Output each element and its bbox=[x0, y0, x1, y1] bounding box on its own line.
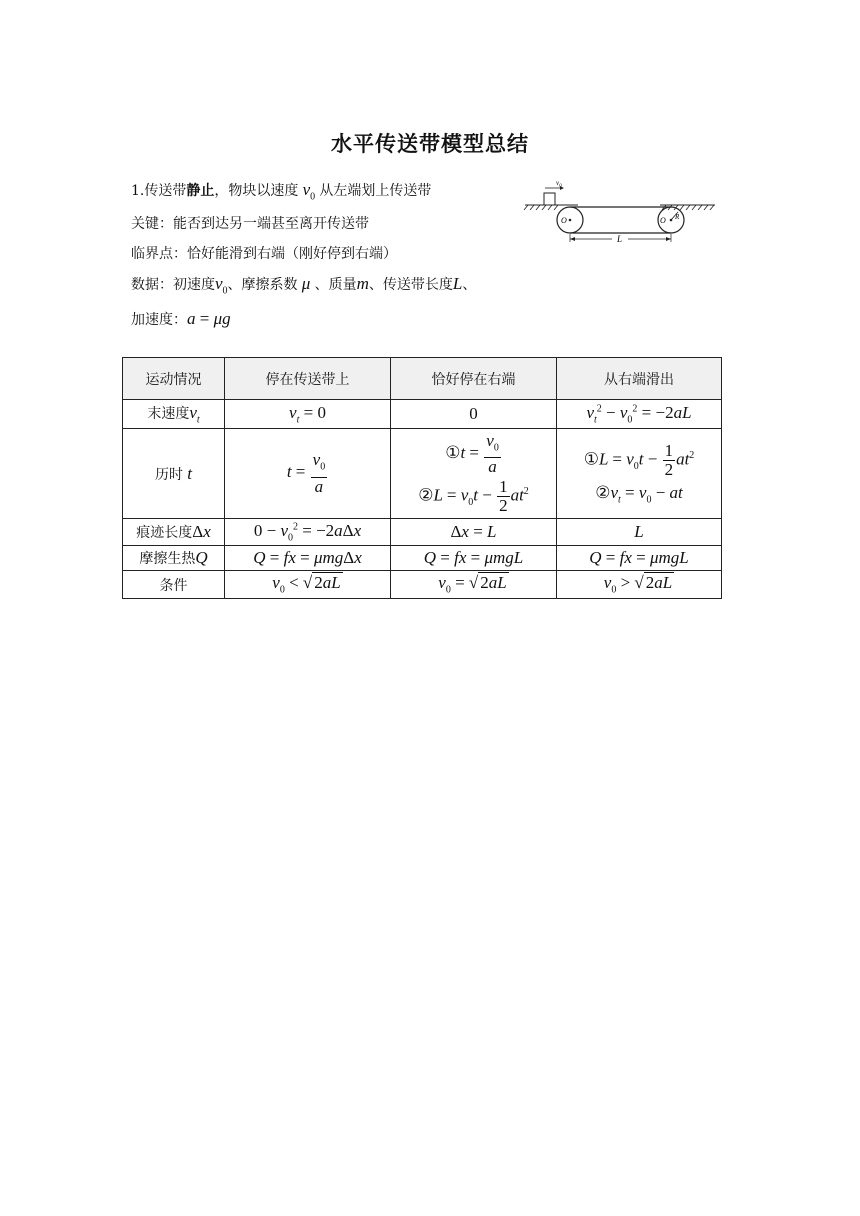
table-header-row bbox=[123, 358, 722, 400]
header-cell: 从右端滑出 bbox=[557, 358, 722, 400]
intro-line-2: 关键：能否到达另一端甚至离开传送带 bbox=[131, 216, 369, 232]
table-row bbox=[123, 571, 722, 599]
row-label: 条件 bbox=[123, 571, 225, 599]
intro-line-4: 数据：初速度$v_0$、摩擦系数 μ 、质量m、传送带长度L、 bbox=[131, 274, 477, 297]
header-cell: 恰好停在右端 bbox=[391, 358, 557, 400]
conveyor-figure bbox=[520, 176, 720, 246]
row-label: 痕迹长度Δx bbox=[123, 519, 225, 546]
left-wheel-label: O bbox=[561, 216, 567, 225]
right-wheel-label: O bbox=[660, 216, 666, 225]
cell: Q = fx = μmgL bbox=[391, 546, 557, 571]
intro-line-5: 加速度：a = μg bbox=[131, 309, 231, 328]
cell: $v_t^2 - v_0^2 = -2aL$ bbox=[557, 400, 722, 429]
row-label: 历时 t bbox=[123, 429, 225, 519]
cell: ①L = $v_0t$ − $\frac{1}{2}$ $at^2$ $②v_t = v_0$ − at bbox=[557, 429, 722, 519]
table-row bbox=[123, 400, 722, 429]
cell: $v_t = 0$ bbox=[225, 400, 391, 429]
length-label: L bbox=[617, 234, 623, 244]
cell: L bbox=[557, 519, 722, 546]
header-cell: 运动情况 bbox=[123, 358, 225, 400]
intro-line-3: 临界点：恰好能滑到右端（刚好停到右端） bbox=[131, 246, 397, 262]
cell: ①t = $\frac{v_0}{a}$ ②L = $v_0t$ − $\frac{1}{2}$ $at^2$ bbox=[391, 429, 557, 519]
table-row bbox=[123, 546, 722, 571]
intro-line-1: 1.传送带静止，物块以速度 $v_0$ 从左端划上传送带 bbox=[131, 180, 432, 203]
cell: $v_0$ = √ 2aL bbox=[391, 571, 557, 599]
header-cell: 停在传送带上 bbox=[225, 358, 391, 400]
cell: 0 bbox=[391, 400, 557, 429]
v0-label: $v_0$ bbox=[556, 179, 562, 189]
radius-label: R bbox=[675, 213, 680, 221]
summary-table bbox=[122, 357, 722, 599]
table-row bbox=[123, 519, 722, 546]
cell: Q = fx = μmgΔx bbox=[225, 546, 391, 571]
row-label: 末速度$v_t$ bbox=[123, 400, 225, 429]
cell: Q = fx = μmgL bbox=[557, 546, 722, 571]
cell: t = $\frac{v_0}{a}$ bbox=[225, 429, 391, 519]
cell: Δx = L bbox=[391, 519, 557, 546]
page-title: 水平传送带模型总结 bbox=[331, 132, 529, 156]
cell: $v_0$ < √ 2aL bbox=[225, 571, 391, 599]
table-row bbox=[123, 429, 722, 519]
cell: $0 - v_0^2 = -2a\Delta x$ bbox=[225, 519, 391, 546]
row-label: 摩擦生热Q bbox=[123, 546, 225, 571]
cell: $v_0$ > √ 2aL bbox=[557, 571, 722, 599]
